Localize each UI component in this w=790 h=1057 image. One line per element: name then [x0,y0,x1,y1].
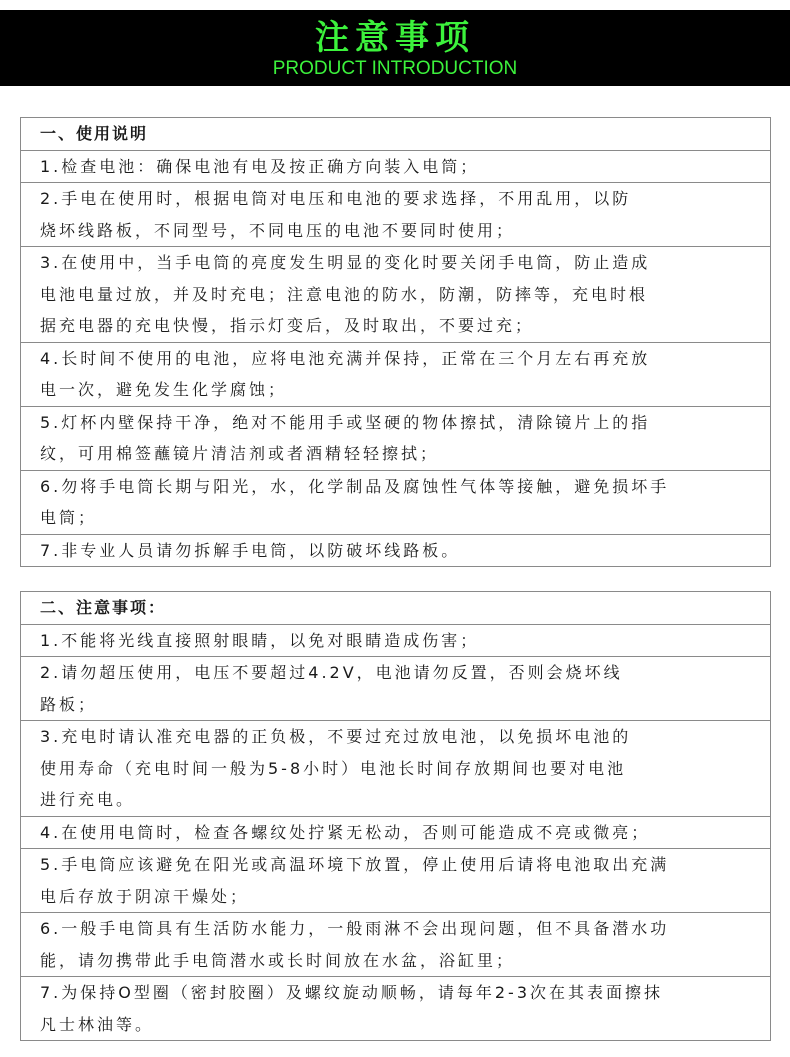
list-item: 2.请勿超压使用，电压不要超过4.2V，电池请勿反置，否则会烧坏线 路板； [21,657,770,721]
list-item: 5.灯杯内壁保持干净，绝对不能用手或坚硬的物体擦拭，清除镜片上的指 纹，可用棉签蘸镜片清洁剂或者酒精轻轻擦拭； [21,407,770,471]
list-item: 1.不能将光线直接照射眼睛，以免对眼睛造成伤害； [21,625,770,658]
list-item: 7.为保持O型圈（密封胶圈）及螺纹旋动顺畅，请每年2-3次在其表面擦抹 凡士林油等。 [21,977,770,1041]
header-banner [0,10,790,86]
list-item: 5.手电筒应该避免在阳光或高温环境下放置，停止使用后请将电池取出充满 电后存放于阴凉干燥处； [21,849,770,913]
list-item: 6.一般手电筒具有生活防水能力，一般雨淋不会出现问题，但不具备潜水功 能，请勿携带此手电筒潜水或长时间放在水盆，浴缸里； [21,913,770,977]
list-item: 4.在使用电筒时，检查各螺纹处拧紧无松动，否则可能造成不亮或微亮； [21,817,770,850]
list-item: 1.检查电池：确保电池有电及按正确方向装入电筒； [21,151,770,184]
list-item: 7.非专业人员请勿拆解手电筒，以防破坏线路板。 [21,535,770,568]
precautions-table [20,591,771,1041]
list-item: 3.充电时请认准充电器的正负极，不要过充过放电池，以免损坏电池的 使用寿命（充电时间一般为5-8小时）电池长时间存放期间也要对电池 进行充电。 [21,721,770,817]
section-heading: 二、注意事项： [21,592,770,625]
list-item: 3.在使用中，当手电筒的亮度发生明显的变化时要关闭手电筒，防止造成 电池电量过放，并及时充电；注意电池的防水，防潮，防摔等，充电时根 据充电器的充电快慢，指示灯变后，及时取出，不要过充； [21,247,770,343]
list-item: 4.长时间不使用的电池，应将电池充满并保持，正常在三个月左右再充放 电一次，避免发生化学腐蚀； [21,343,770,407]
page-subtitle: PRODUCT INTRODUCTION [272,58,518,79]
page-title: 注意事项 [315,18,475,58]
list-item: 2.手电在使用时，根据电筒对电压和电池的要求选择，不用乱用，以防 烧坏线路板，不同型号，不同电压的电池不要同时使用； [21,183,770,247]
section-heading: 一、使用说明 [21,118,770,151]
usage-instructions-table [20,117,771,567]
list-item: 6.勿将手电筒长期与阳光，水，化学制品及腐蚀性气体等接触，避免损坏手 电筒； [21,471,770,535]
